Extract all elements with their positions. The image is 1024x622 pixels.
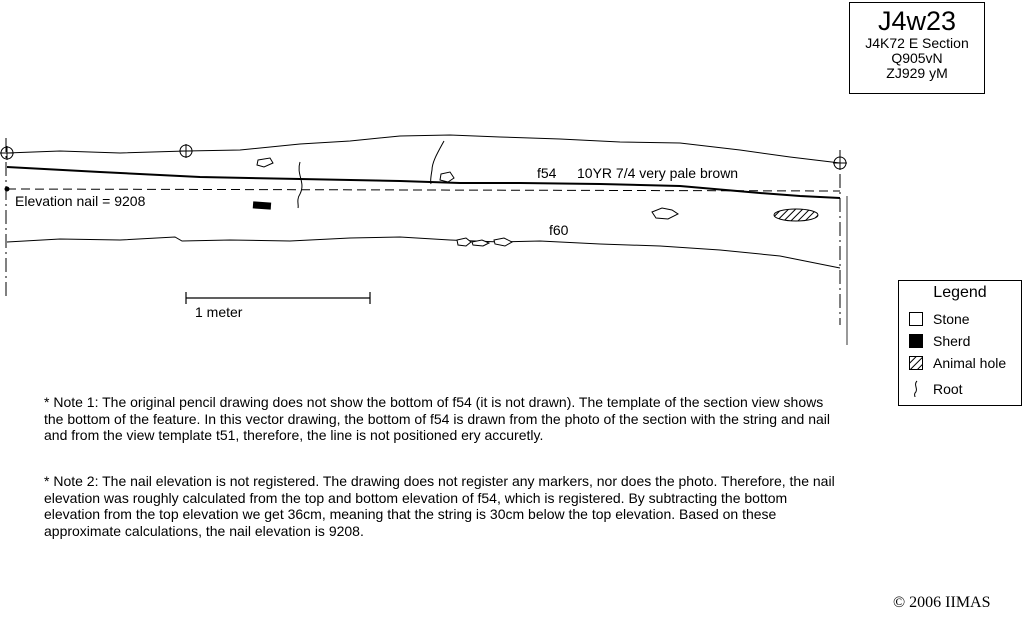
- copyright: © 2006 IIMAS: [893, 594, 991, 611]
- root-icon: [909, 380, 923, 398]
- legend: [898, 280, 1022, 406]
- stone-icon: [909, 312, 923, 326]
- note-2: * Note 2: The nail elevation is not registered. The drawing does not register any markers, nor does the photo. Therefore, the nail elevation was roughly calculated from the top and bottom elevation of f54, which is registered. By subtracting the bottom elevation from the top elevation we get 36cm, meaning that the string is 30cm below the top elevation. Based on these approximate calculations, the nail elevation is 9208.: [44, 473, 835, 539]
- scale-bar: [186, 292, 370, 304]
- legend-label: Stone: [933, 311, 970, 327]
- legend-item-stone: [909, 310, 970, 328]
- legend-item-sherd: [909, 332, 970, 350]
- legend-item-root: [909, 380, 963, 398]
- note-1: * Note 1: The original pencil drawing does not show the bottom of f54 (it is not drawn). The template of the section view shows the bottom of the feature. In this vector drawing, the bottom of f54 is drawn from the photo of the section with the string and nail and from the view template t51, therefore, the line is not positioned ery accuretly.: [44, 394, 830, 443]
- grid-ref-north: Q905vN: [891, 50, 943, 66]
- stone-2: [440, 172, 454, 182]
- animal-hole: [774, 209, 818, 221]
- section-name: J4K72 E Section: [865, 35, 969, 51]
- stone-3: [652, 208, 678, 219]
- sherd-icon: [909, 334, 923, 348]
- elevation-nail-label: Elevation nail = 9208: [15, 193, 146, 209]
- title-box: [849, 2, 985, 94]
- animal-hole-icon: [909, 356, 923, 370]
- f60-line: [7, 237, 840, 268]
- root-mark-1: [298, 162, 302, 208]
- f54-label: f54: [537, 165, 557, 181]
- drawing-code: J4w23: [877, 6, 957, 36]
- sherd: [253, 201, 271, 209]
- scale-label: 1 meter: [195, 304, 243, 320]
- legend-title: Legend: [933, 284, 987, 301]
- legend-item-animal-hole: [909, 354, 1006, 372]
- grid-ref-east: ZJ929 yM: [886, 65, 948, 81]
- elevation-nail: [5, 187, 10, 192]
- stone-4: [457, 238, 471, 246]
- legend-label: Sherd: [933, 333, 971, 349]
- f60-label: f60: [549, 222, 569, 238]
- surface-line: [7, 135, 840, 163]
- legend-label: Root: [933, 381, 963, 397]
- stone-1: [257, 158, 273, 167]
- soil-color-label: 10YR 7/4 very pale brown: [577, 165, 739, 181]
- stone-6: [494, 238, 512, 246]
- legend-label: Animal hole: [933, 355, 1007, 371]
